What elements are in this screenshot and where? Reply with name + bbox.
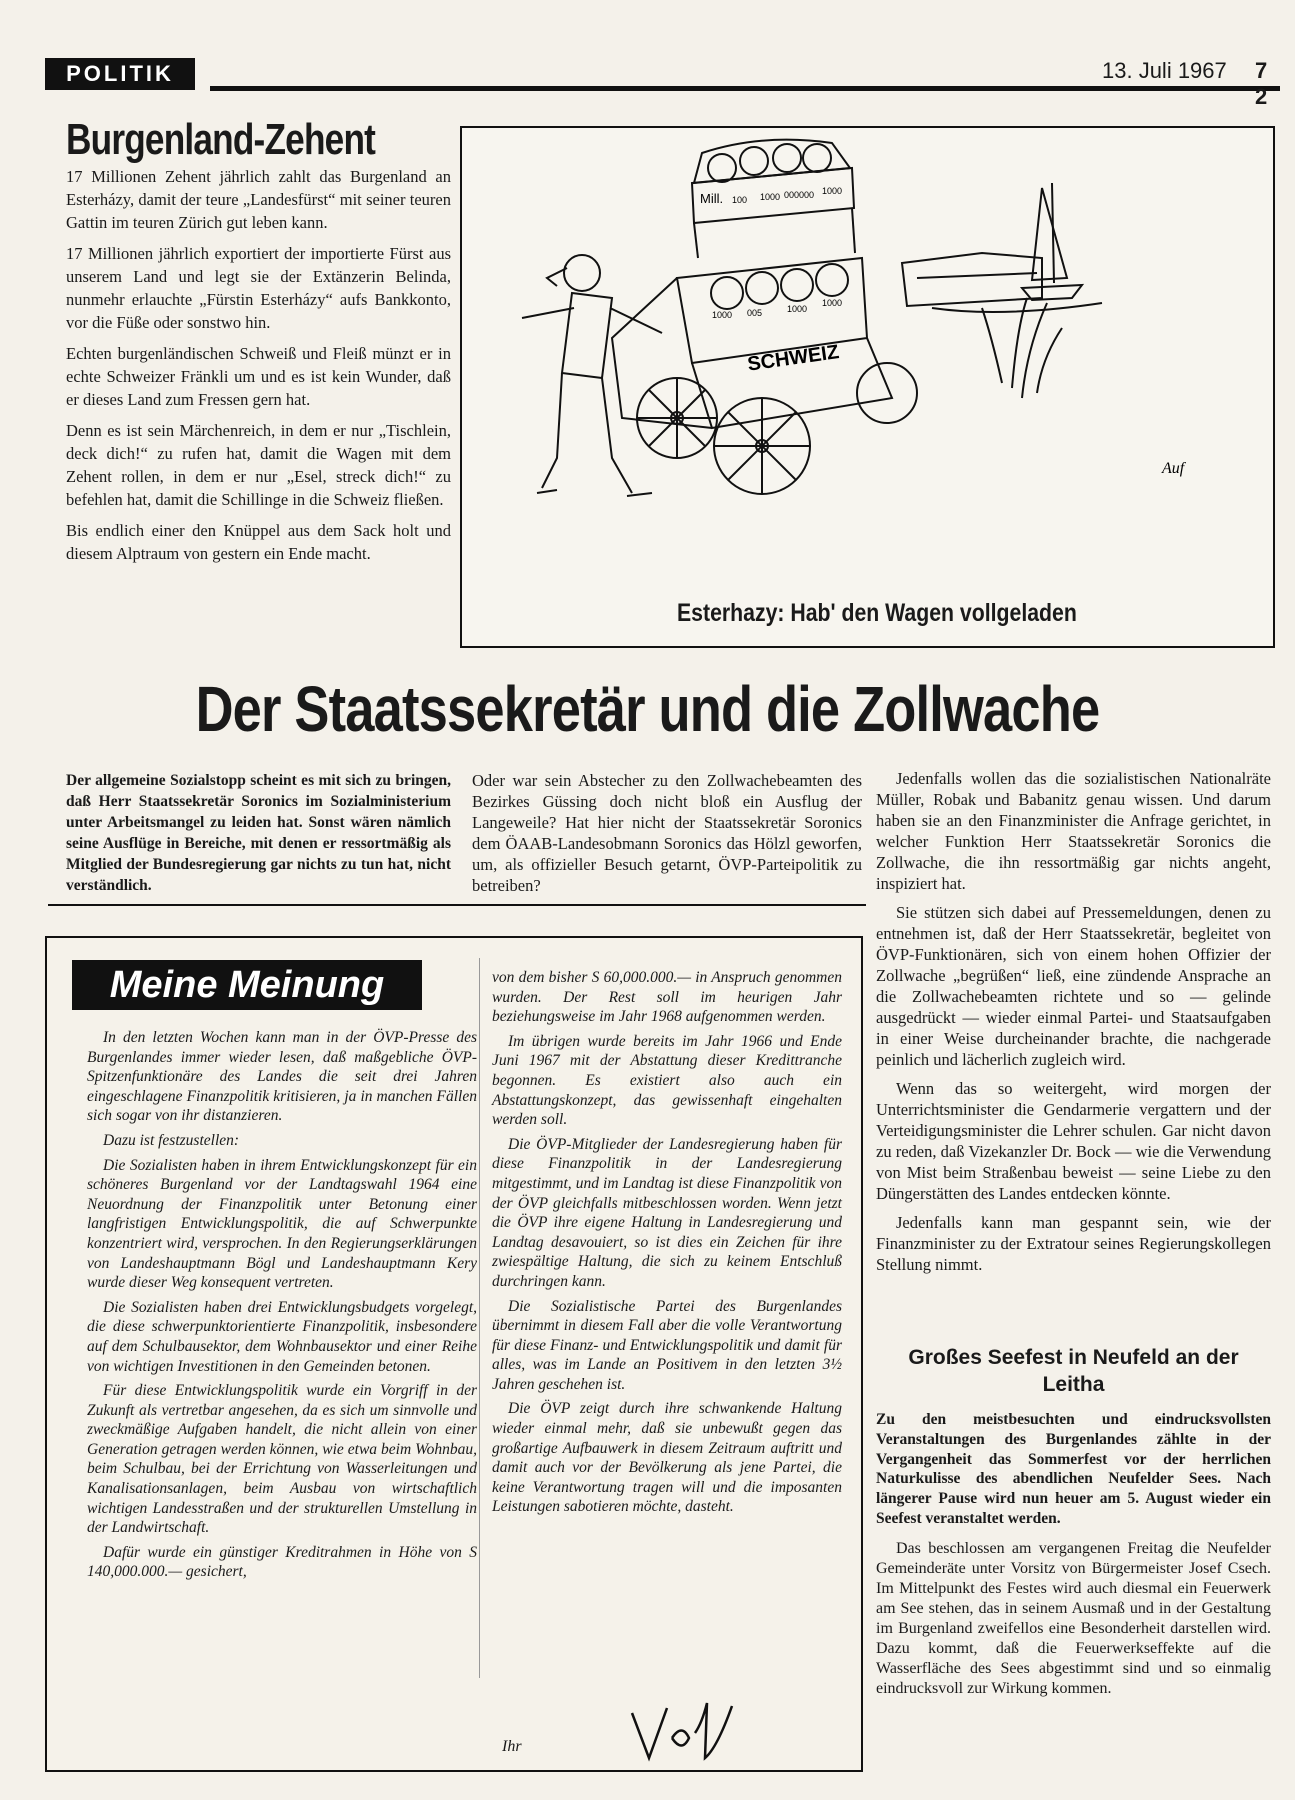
- money-label: 1000: [787, 304, 808, 314]
- cartoon-illustration: [462, 128, 1273, 588]
- money-label: 100: [732, 195, 748, 205]
- wagon-label: SCHWEIZ: [746, 341, 841, 376]
- opinion-paragraph: Die Sozialisten haben drei Entwicklungsbudgets vorgelegt, die diese schwerpunktorientierte Finanzpolitik, insbesondere auf dem Schulbausektor, dem Wohnbausektor und einer Reihe von wichtigen Investitionen in den Gemeinden betonen.: [87, 1298, 477, 1375]
- article-seefest: [876, 1344, 1271, 1699]
- article-burgenland-zehent: [66, 115, 451, 573]
- cartoon-frame: [460, 126, 1275, 648]
- money-label: 1000: [822, 298, 843, 308]
- article-lead: Zu den meistbesuchten und eindrucksvollsten Veranstaltungen des Burgenlandes zählte in der Vergangenheit das Sommerfest vor der herrlichen Naturkulisse des abendlichen Neufelder Sees. Nach längerer Pause wird nun heuer am 5. August wieder ein Seefest veranstaltet werden.: [876, 1411, 1271, 1527]
- crate-label: Mill.: [700, 191, 724, 206]
- article-paragraph: Jedenfalls kann man gespannt sein, wie der Finanzminister zu der Extratour seines Regierungskollegen Stellung nimmt.: [876, 1213, 1271, 1274]
- artist-mark: Auf: [1162, 460, 1185, 477]
- section-label: POLITIK: [45, 58, 195, 90]
- opinion-paragraph: Die Sozialistische Partei des Burgenlandes übernimmt in diesem Fall aber die volle Verantwortung für diese Finanz- und Entwicklungspolitik und damit für alles, was im Lande an Positivem in den letzten 3½ Jahren geschehen ist.: [492, 1297, 842, 1393]
- article-title: Burgenland-Zehent: [66, 115, 376, 164]
- article-paragraph: Bis endlich einer den Knüppel aus dem Sack holt und diesem Alptraum von gestern ein Ende macht.: [66, 521, 451, 563]
- article-column: Oder war sein Abstecher zu den Zollwachebeamten des Bezirkes Güssing doch nicht bloß ein Ausflug der Langeweile? Hat hier nicht der Staatssekretär Soronics dem ÖAAB-Landesobmann Soronics das Hölzl geworfen, um, als offizieller Besuch getarnt, ÖVP-Parteipolitik zu betreiben?: [472, 771, 862, 895]
- divider: [48, 904, 866, 906]
- signature: [627, 1698, 737, 1768]
- opinion-paragraph: Die ÖVP-Mitglieder der Landesregierung haben für diese Finanzpolitik in der Landesregierung mitgestimmt, und im Landtag ist diese Finanzpolitik von der ÖVP gleichfalls mitbeschlossen worden. Wenn jetzt die ÖVP ihre eigene Haltung in Landesregierung und Landtag desavouiert, so ist dies ein Zeichen für ihre zwiespältige Haltung, die sich zu keinem Entschluß durchringen kann.: [492, 1135, 842, 1290]
- opinion-paragraph: Die ÖVP zeigt durch ihre schwankende Haltung wieder einmal mehr, daß sie unbewußt gegen das großartige Aufbauwerk in diesem Zeitraum auftritt und damit auch vor der Bevölkerung als jene Partei, die keine Verantwortung tragen will und die imposanten Leistungen sabotieren möchte, dasteht.: [492, 1400, 842, 1516]
- article-lead: Der allgemeine Sozialstopp scheint es mit sich zu bringen, daß Herr Staatssekretär Soronics im Sozialministerium unter Arbeitsmangel zu leiden hat. Sonst wären nämlich seine Ausflüge in Bereiche, mit denen er ressortmäßig als Mitglied der Bundesregierung gar nichts zu tun hat, nicht verständlich.: [66, 772, 451, 894]
- opinion-paragraph: von dem bisher S 60,000.000.— in Anspruch genommen wurden. Der Rest soll im heurigen Jahr beziehungsweise im Jahr 1968 aufgenommen werden.: [492, 969, 842, 1026]
- article-paragraph: Echten burgenländischen Schweiß und Fleiß münzt er in echte Schweizer Fränkli um und es ist kein Wunder, daß er dieses Land zum Fressen gern hat.: [66, 344, 451, 409]
- cartoon-caption: Esterhazy: Hab' den Wagen vollgeladen: [677, 599, 1077, 627]
- issue-date: 13. Juli 1967: [1102, 58, 1227, 83]
- header-rule: [210, 86, 1280, 91]
- money-label: 1000: [712, 310, 733, 320]
- article-headline: Der Staatssekretär und die Zollwache: [195, 673, 1100, 745]
- opinion-paragraph: In den letzten Wochen kann man in der ÖVP-Presse des Burgenlandes immer wieder lesen, daß maßgebliche ÖVP-Spitzenfunktionäre des Landes die seit drei Jahren eingeschlagene Finanzpolitik kritisieren, ja in manchen Fällen sich sogar von ihr distanzieren.: [87, 1029, 477, 1125]
- article-column: [876, 768, 1271, 1283]
- column-divider: [479, 958, 480, 1678]
- opinion-paragraph: Im übrigen wurde bereits im Jahr 1966 und Ende Juni 1967 mit der Abstattung dieser Kredittranche begonnen. Es existiert also auch ein Abstattungskonzept, das gewissenhaft eingehalten werden soll.: [492, 1032, 842, 1129]
- money-label: 005: [747, 308, 763, 318]
- money-label: 1000: [822, 186, 843, 196]
- article-paragraph: Wenn das so weitergeht, wird morgen der Unterrichtsminister die Gendarmerie vergattern und der Verteidigungsminister die Lehrer schulen. Gar nicht davon zu reden, daß Vizekanzler Dr. Bock — wie die Verwendung von Mist beim Straßenbau beweist — seine Liebe zu den Düngerstätten des Landes entdecken könnte.: [876, 1079, 1271, 1203]
- opinion-column: [492, 968, 842, 1522]
- money-label: 1000: [760, 192, 781, 202]
- article-paragraph: 17 Millionen jährlich exportiert der importierte Fürst aus unserem Land und legt sie der Extänzerin Belinda, nunmehr erlauchte „Fürstin Esterházy“ aufs Bankkonto, vor die Füße oder sonstwo hin.: [66, 244, 451, 332]
- signoff: Ihr: [502, 1738, 522, 1755]
- article-paragraph: 17 Millionen Zehent jährlich zahlt das Burgenland an Esterházy, damit der teure „Landesfürst“ mit seiner teuren Gattin im teuren Zürich gut leben kann.: [66, 167, 451, 232]
- article-title: Großes Seefest in Neufeld an der Leitha: [908, 1346, 1239, 1396]
- opinion-paragraph: Die Sozialisten haben in ihrem Entwicklungskonzept für ein schöneres Burgenland vor der Landtagswahl 1964 eine Neuordnung der Finanzpolitik unter Betonung einer langfristigen Entwicklungspolitik, die auf Schwerpunkte konzentriert wird, versprochen. In den Regierungserklärungen von Landeshauptmann Bögl und Landeshauptmann Kery wurde dieser Weg konsequent vertreten.: [87, 1156, 477, 1292]
- article-paragraph: Sie stützen sich dabei auf Pressemeldungen, denen zu entnehmen ist, daß der Herr Staatssekretär, begleitet von ÖVP-Funktionären, sich von einem hohen Offizier der Zollwache „begrüßen“ ließ, eine zündende Ansprache an die Zollwachebeamten richtete und so — gelinde ausgedrückt — wieder einmal Partei- und Staatsaufgaben in einer Weise durcheinander brachte, die nachgerade peinlich und lächerlich zugleich wird.: [876, 903, 1271, 1069]
- page-number: 7 2: [1255, 58, 1268, 109]
- article-paragraph: Das beschlossen am vergangenen Freitag die Neufelder Gemeinderäte unter Vorsitz von Bürgermeister Josef Csech. Im Mittelpunkt des Festes wird auch diesmal ein Feuerwerk am See stehen, das in seinem Ausmaß und in der Gestaltung im Burgenland zweifellos eine Besonderheit darstellen wird. Dazu kommt, daß die Feuerwerkseffekte auf die Wasserfläche des Sees abgestimmt sind und so einmalig eindrucksvoll zur Wirkung kommen.: [876, 1539, 1271, 1697]
- article-paragraph: Denn es ist sein Märchenreich, in dem er nur „Tischlein, deck dich!“ zu rufen hat, damit die Wagen mit dem Zehent rollen, in dem er nur „Esel, streck dich!“ zu befehlen hat, damit die Schillinge in die Schweiz fließen.: [66, 421, 451, 509]
- money-label: 000000: [784, 190, 815, 200]
- opinion-paragraph: Dafür wurde ein günstiger Kreditrahmen in Höhe von S 140,000.000.— gesichert,: [87, 1543, 477, 1581]
- opinion-title: Meine Meinung: [72, 960, 422, 1010]
- opinion-column: [87, 1028, 477, 1587]
- article-paragraph: Jedenfalls wollen das die sozialistischen Nationalräte Müller, Robak und Babanitz genau wissen. Und darum haben sie an den Finanzminister die Anfrage gerichtet, in welcher Funktion Herr Staatssekretär Soronics die Zollwache, die ihn ressortmäßig gar nichts angeht, inspiziert hat.: [876, 769, 1271, 893]
- opinion-box: [45, 936, 863, 1772]
- page-header: [45, 58, 1275, 109]
- opinion-paragraph: Dazu ist festzustellen:: [103, 1131, 240, 1149]
- opinion-paragraph: Für diese Entwicklungspolitik wurde ein Vorgriff in der Zukunft als vertretbar angesehen, da es sich um sinnvolle und zweckmäßige Aufgaben handelt, die nicht allein von einer Generation getragen werden können, wie etwa beim Wohnbau, beim Schulbau, bei der Errichtung von Wasserleitungen und Kanalisationsanlagen, beim Ausbau von wirtschaftlich wichtigen Landesstraßen und der strukturellen Umstellung in der Landwirtschaft.: [87, 1382, 477, 1537]
